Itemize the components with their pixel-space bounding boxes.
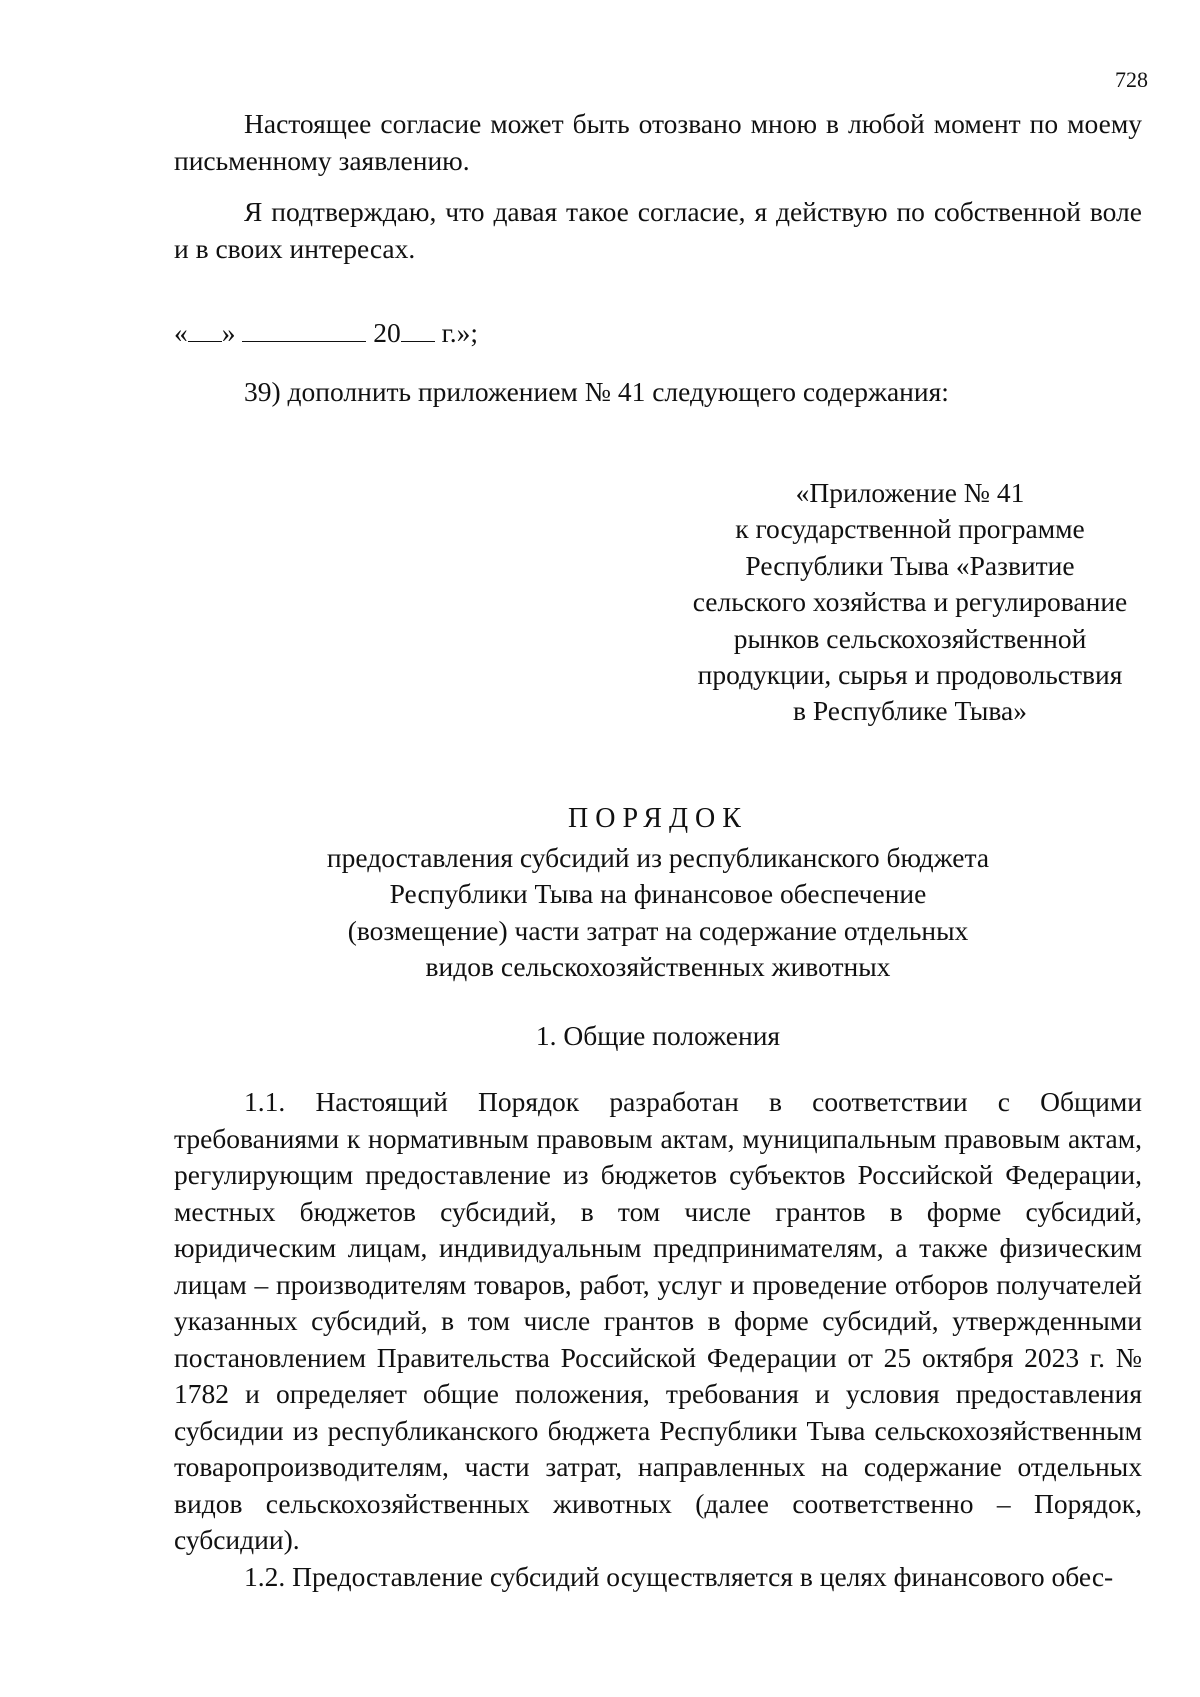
year-blank — [401, 315, 435, 342]
appendix-line: в Республике Тыва» — [793, 695, 1027, 727]
appendix-line: рынков сельскохозяйственной — [733, 622, 1087, 654]
month-blank — [242, 315, 366, 342]
appendix-line: сельского хозяйства и регулирование — [692, 586, 1128, 618]
amendment-item-text: 39) дополнить приложением № 41 следующего содержания: — [244, 376, 949, 407]
order-subtitle — [174, 840, 1142, 985]
order-subtitle-line: Республики Тыва на финансовое обеспечение — [389, 878, 927, 910]
paragraph-1-2: 1.2. Предоставление субсидий осуществляется в целях финансового обес- — [244, 1560, 1114, 1592]
date-close-quote: » — [221, 317, 236, 348]
day-blank — [188, 315, 222, 342]
date-open-quote: « — [174, 317, 188, 348]
appendix-line: Республики Тыва «Развитие — [745, 549, 1075, 581]
signature-date-line — [174, 315, 478, 352]
order-subtitle-line: предоставления субсидий из республиканского бюджета — [326, 842, 990, 873]
order-heading — [174, 800, 1142, 985]
order-subtitle-line: видов сельскохозяйственных животных — [425, 950, 891, 982]
date-suffix: г.»; — [441, 317, 479, 348]
page-number: 728 — [1115, 67, 1148, 92]
appendix-line: «Приложение № 41 — [795, 477, 1025, 508]
year-prefix: 20 — [373, 317, 401, 348]
paragraph-1-1: 1.1. Настоящий Порядок разработан в соответствии с Общими требованиями к нормативным правовым актам, муниципальным правовым актам, регулирующим предоставление из бюджетов субъектов Российской Федерации, местных бюджетов субсидий, в том числе грантов в форме субсидий, юридическим лицам, индивидуальным предпринимателям, а также физическим лицам – производителям товаров, работ, услуг и проведение отборов получателей указанных субсидий, в том числе грантов в форме субсидий, утвержденными постановлением Правительства Российской Федерации от 25 октября 2023 г. № 1782 и определяет общие положения, требования и условия предоставления субсидии из республиканского бюджета Республики Тыва сельскохозяйственным товаропроизводителям, части затрат, направленных на содержание отдельных видов сельскохозяйственных животных (далее соответственно – Порядок, субсидии). — [174, 1086, 1142, 1555]
order-subtitle-line: (возмещение) части затрат на содержание отдельных — [347, 914, 969, 946]
appendix-line: продукции, сырья и продовольствия — [697, 659, 1123, 691]
consent-confirm-text: Я подтверждаю, что давая такое согласие, я действую по собственной воле и в своих интересах. — [174, 196, 1142, 264]
section-heading: 1. Общие положения — [535, 1020, 781, 1051]
section-body — [174, 1084, 1142, 1595]
appendix-line: к государственной программе — [735, 513, 1085, 545]
appendix-header — [650, 475, 1170, 730]
consent-withdraw-paragraph — [174, 106, 1142, 179]
consent-confirm-paragraph — [174, 194, 1142, 267]
consent-withdraw-text: Настоящее согласие может быть отозвано мною в любой момент по моему письменному заявлению. — [174, 108, 1142, 176]
amendment-item — [174, 374, 1142, 411]
order-title: ПОРЯДОК — [568, 803, 748, 834]
